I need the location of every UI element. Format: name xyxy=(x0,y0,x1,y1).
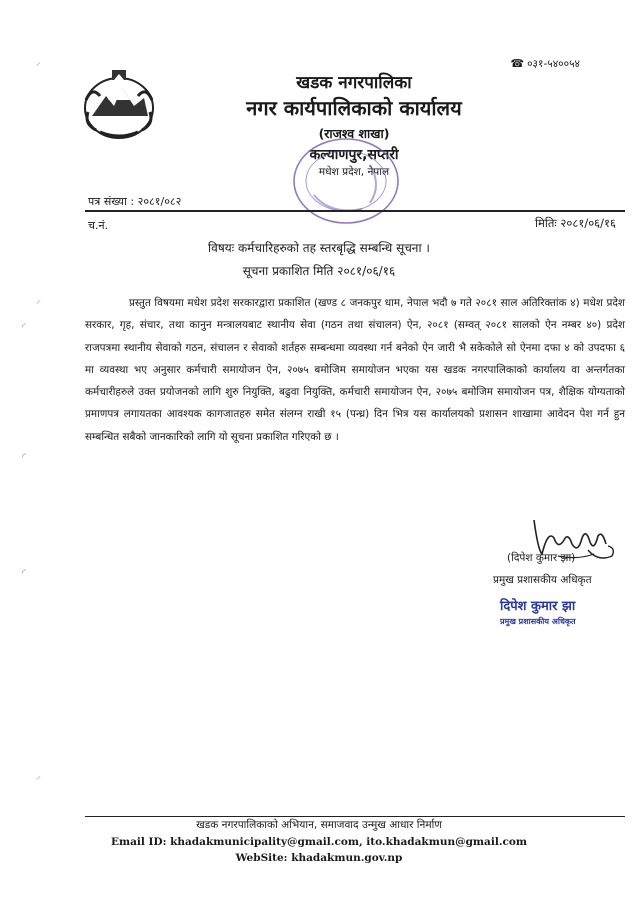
margin-tick: ⸝ xyxy=(36,57,41,68)
margin-tick: ⸝ xyxy=(36,771,41,782)
phone-number: ☎ ०३१-५४००५४ xyxy=(510,57,580,70)
hole-punch-mark: ◜ xyxy=(22,452,26,463)
header-divider xyxy=(85,210,625,212)
footer-website: WebSite: khadakmun.gov.np xyxy=(235,852,403,864)
margin-tick: ⸝ xyxy=(36,295,41,306)
hole-punch-mark: ◜ xyxy=(22,322,26,333)
dispatch-number: च.नं. xyxy=(88,219,109,232)
signatory-title: प्रमुख प्रशासकीय अधिकृत xyxy=(493,574,592,586)
branch-name: (राजश्व शाखा) xyxy=(318,126,390,141)
letter-number: पत्र संख्या : २०८१/०८२ xyxy=(88,195,182,208)
office-name: नगर कार्यपालिकाको कार्यालय xyxy=(246,96,462,120)
notice-subject: विषयः कर्मचारिहरुको तह स्तरबृद्धि सम्बन्धि सूचना । xyxy=(208,241,430,255)
telephone-icon: ☎ xyxy=(510,57,525,70)
footer-slogan: खडक नगरपालिकाको अभियान, समाजवाद उन्मुख आधार निर्माण xyxy=(196,819,442,831)
signature-stamp-title: प्रमुख प्रशासकीय अधिकृत xyxy=(500,617,576,626)
province-line: मधेश प्रदेश, नेपाल xyxy=(318,166,390,178)
footer-email: Email ID: khadakmunicipality@gmail.com, ito.khadakmun@gmail.com xyxy=(111,836,527,848)
notice-body-paragraph: प्रस्तुत विषयमा मधेश प्रदेश सरकारद्वारा प्रकाशित (खण्ड ८ जनकपुर धाम, नेपाल भदौ ७ गते २०८१ साल अतिरिक्तांक ४) मधेश प्रदेश सरकार, गृह, संचार, तथा कानुन मन्त्रालयबाट स्थानीय सेवा (गठन तथा संचालन) ऐन, २०८१ (सम्वत् २०८१ सालको ऐन नम्बर ४०) प्रदेश राजपत्रमा स्थानीय सेवाको गठन, संचालन र सेवाको शर्तहरु सम्बन्धमा व्यवस्था गर्न बनेको ऐन जारी भै सकेकोले सो ऐनमा दफा ४ को उपदफा ६ मा व्यवस्था भए अनुसार कर्मचारी समायोजन ऐन, २०७५ बमोजिम समायोजन भएका यस खडक नगरपालिकाको कार्यालय वा अन्तर्गतका कर्मचारीहरुले उक्त प्रयोजनको लागि शुरु नियुक्ति, बढुवा नियुक्ति, कर्मचारी समायोजन ऐन, २०७५ बमोजिम समायोजन पत्र, शैक्षिक योग्यताको प्रमाणपत्र लगायतका आवश्यक कागजातहरु समेत संलग्न राखी १५ (पन्ध्र) दिन भित्र यस कार्यालयको प्रशासन शाखामा आवेदन पेश गर्न हुन सम्बन्धित सबैको जानकारिको लागि यो सूचना प्रकाशित गरिएको छ । xyxy=(85,297,625,443)
office-seal-stamp xyxy=(290,135,402,227)
organization-name: खडक नगरपालिका xyxy=(296,73,412,93)
signature-stamp-name: दिपेश कुमार झा xyxy=(500,599,576,614)
location-line: कल्याणपुर,सप्तरी xyxy=(309,147,399,163)
notice-published-date: सूचना प्रकाशित मिति २०८१/०६/१६ xyxy=(242,264,396,278)
hole-punch-mark: ◜ xyxy=(22,568,26,579)
letter-date: मितिः २०८१/०६/१६ xyxy=(535,216,616,230)
notice-body xyxy=(85,292,625,448)
signatory-name: (दिपेश कुमार झा) xyxy=(507,552,576,564)
